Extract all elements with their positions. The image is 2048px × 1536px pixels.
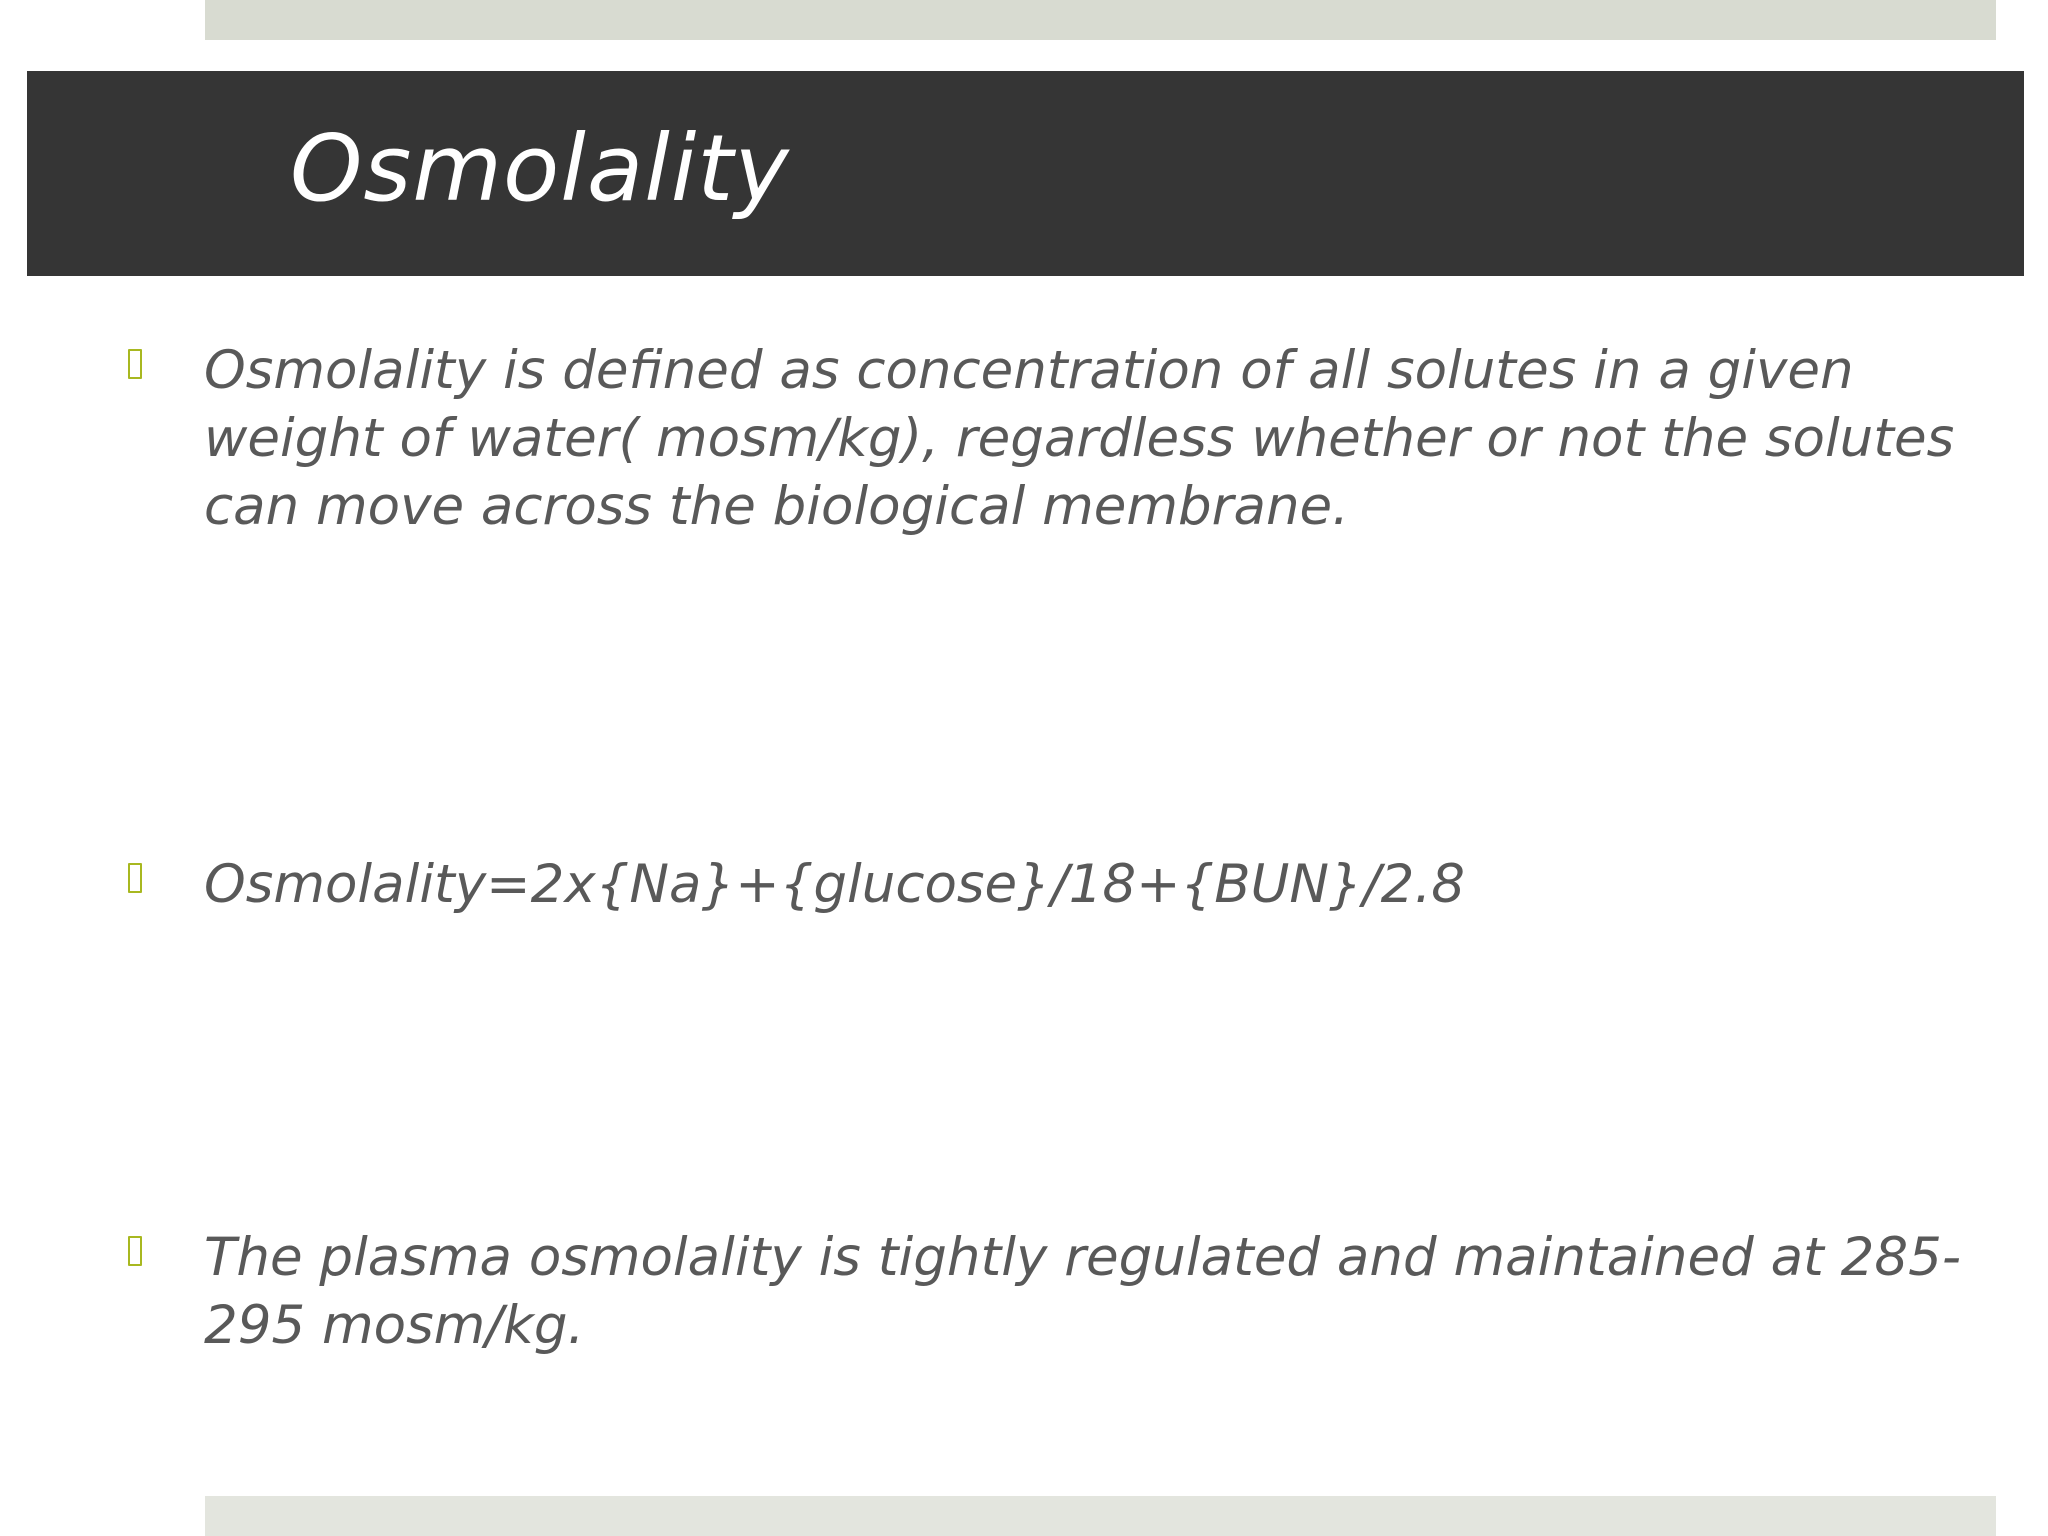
- slide-title: Osmolality: [290, 115, 790, 222]
- bottom-decorative-band: [205, 1496, 1996, 1536]
- bullet-text: Osmolality is defined as concentration of all solutes in a given weight of water( mosm/kg), regardless whether or not the solutes can move across the biological membrane.: [204, 340, 1955, 537]
- top-decorative-band: [205, 0, 1996, 40]
- square-bullet-icon: [128, 863, 142, 893]
- bullet-text: The plasma osmolality is tightly regulated and maintained at 285-295 mosm/kg.: [204, 1227, 1961, 1356]
- bullet-text: Osmolality=2x{Na}+{glucose}/18+{BUN}/2.8: [204, 854, 1465, 915]
- square-bullet-icon: [128, 1236, 142, 1266]
- square-bullet-icon: [128, 349, 142, 379]
